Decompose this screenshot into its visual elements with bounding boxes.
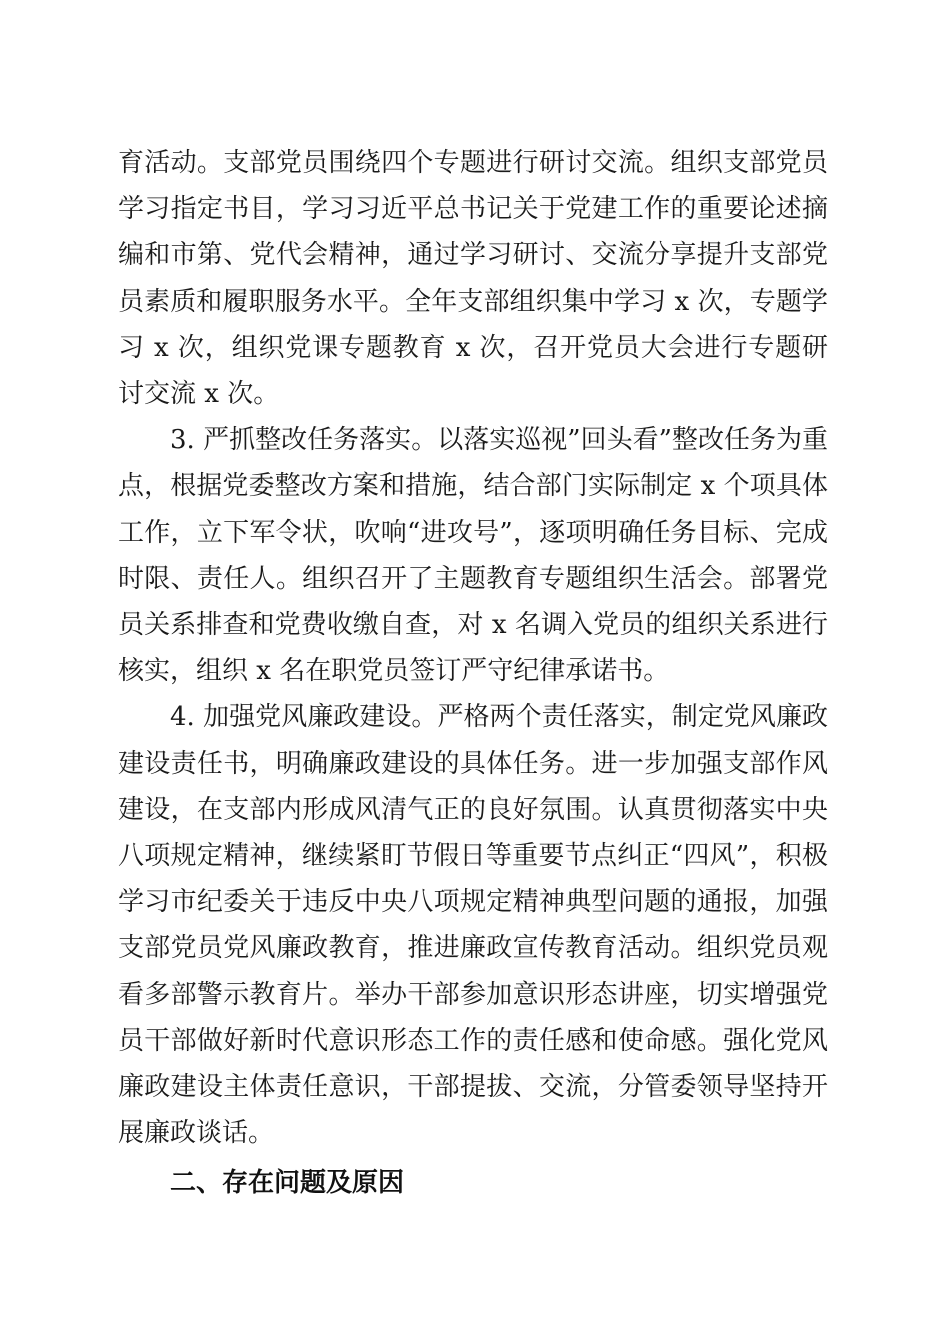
section-heading: 二、存在问题及原因	[170, 1168, 405, 1199]
paragraph-item-4: 4. 加强党风廉政建设。严格两个责任落实，制定党风廉政建设责任书，明确廉政建设的具体任务。进一步加强支部作风建设，在支部内形成风清气正的良好氛围。认真贯彻落实中央八项规定精神，继续紧盯节假日等重要节点纠正“四风”，积极学习市纪委关于违反中央八项规定精神典型问题的通报，加强支部党员党风廉政教育，推进廉政宣传教育活动。组织党员观看多部警示教育片。举办干部参加意识形态讲座，切实增强党员干部做好新时代意识形态工作的责任感和使命感。强化党风廉政建设主体责任意识，干部提拔、交流，分管委领导坚持开展廉政谈话。	[118, 702, 828, 1149]
document-body	[118, 140, 828, 1207]
paragraph-item-3: 3. 严抓整改任务落实。以落实巡视”回头看”整改任务为重点，根据党委整改方案和措施，结合部门实际制定 x 个项具体工作，立下军令状，吹响“进攻号”，逐项明确任务目标、完成时限、责任人。组织召开了主题教育专题组织生活会。部署党员关系排查和党费收缴自查，对 x 名调入党员的组织关系进行核实，组织 x 名在职党员签订严守纪律承诺书。	[118, 425, 828, 687]
paragraph-continuation: 育活动。支部党员围绕四个专题进行研讨交流。组织支部党员学习指定书目，学习习近平总书记关于党建工作的重要论述摘编和市第、党代会精神，通过学习研讨、交流分享提升支部党员素质和履职服务水平。全年支部组织集中学习 x 次，专题学习 x 次，组织党课专题教育 x 次，召开党员大会进行专题研讨交流 x 次。	[118, 148, 828, 410]
